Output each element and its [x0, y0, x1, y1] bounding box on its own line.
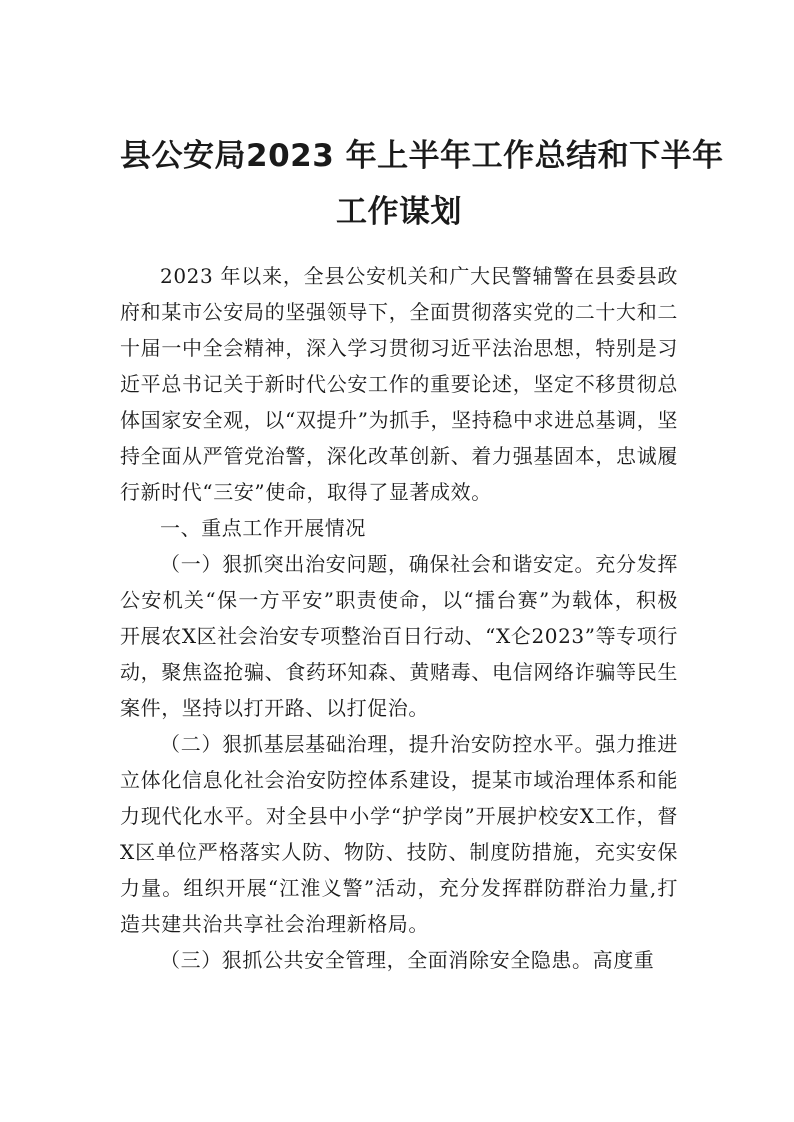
- document-title: [120, 0, 724, 240]
- title-line-2: 工作谋划: [336, 194, 462, 230]
- paragraph-grassroots-governance: （二）狠抓基层基础治理，提升治安防控水平。强力推进立体化信息化社会治安防控体系建设，提某市域治理体系和能力现代化水平。对全县中小学“护学岗”开展护校安X工作，督X区单位严格落实人防、物防、技防、制度防措施，充实安保力量。组织开展“江淮义警”活动，充分发挥群防群治力量,打造共建共治共享社会治理新格局。: [120, 732, 678, 936]
- title-line-1: 县公安局2023 年上半年工作总结和下半年: [120, 138, 724, 174]
- intro-paragraph: 2023 年以来，全县公安机关和广大民警辅警在县委县政府和某市公安局的坚强领导下，全面贯彻落实党的二十大和二十届一中全会精神，深入学习贯彻习近平法治思想，特别是习近平总书记关于新时代公安工作的重要论述，坚定不移贯彻总体国家安全观，以“双提升”为抓手，坚持稳中求进总基调，坚持全面从严管党治警，深化改革创新、着力强基固本，忠诚履行新时代“三安”使命，取得了显著成效。: [120, 264, 678, 504]
- section-heading-1: 一、重点工作开展情况: [160, 516, 366, 540]
- document-body: [120, 258, 678, 978]
- paragraph-public-safety: （三）狠抓公共安全管理，全面消除安全隐患。高度重: [160, 948, 655, 972]
- paragraph-public-security: （一）狠抓突出治安问题，确保社会和谐安定。充分发挥公安机关“保一方平安”职责使命，以“擂台赛”为载体，积极开展农X区社会治安专项整治百日行动、“X仑2023”等专项行动，聚焦盗抢骗、食药环知森、黄赌毒、电信网络诈骗等民生案件，坚持以打开路、以打促治。: [120, 552, 678, 720]
